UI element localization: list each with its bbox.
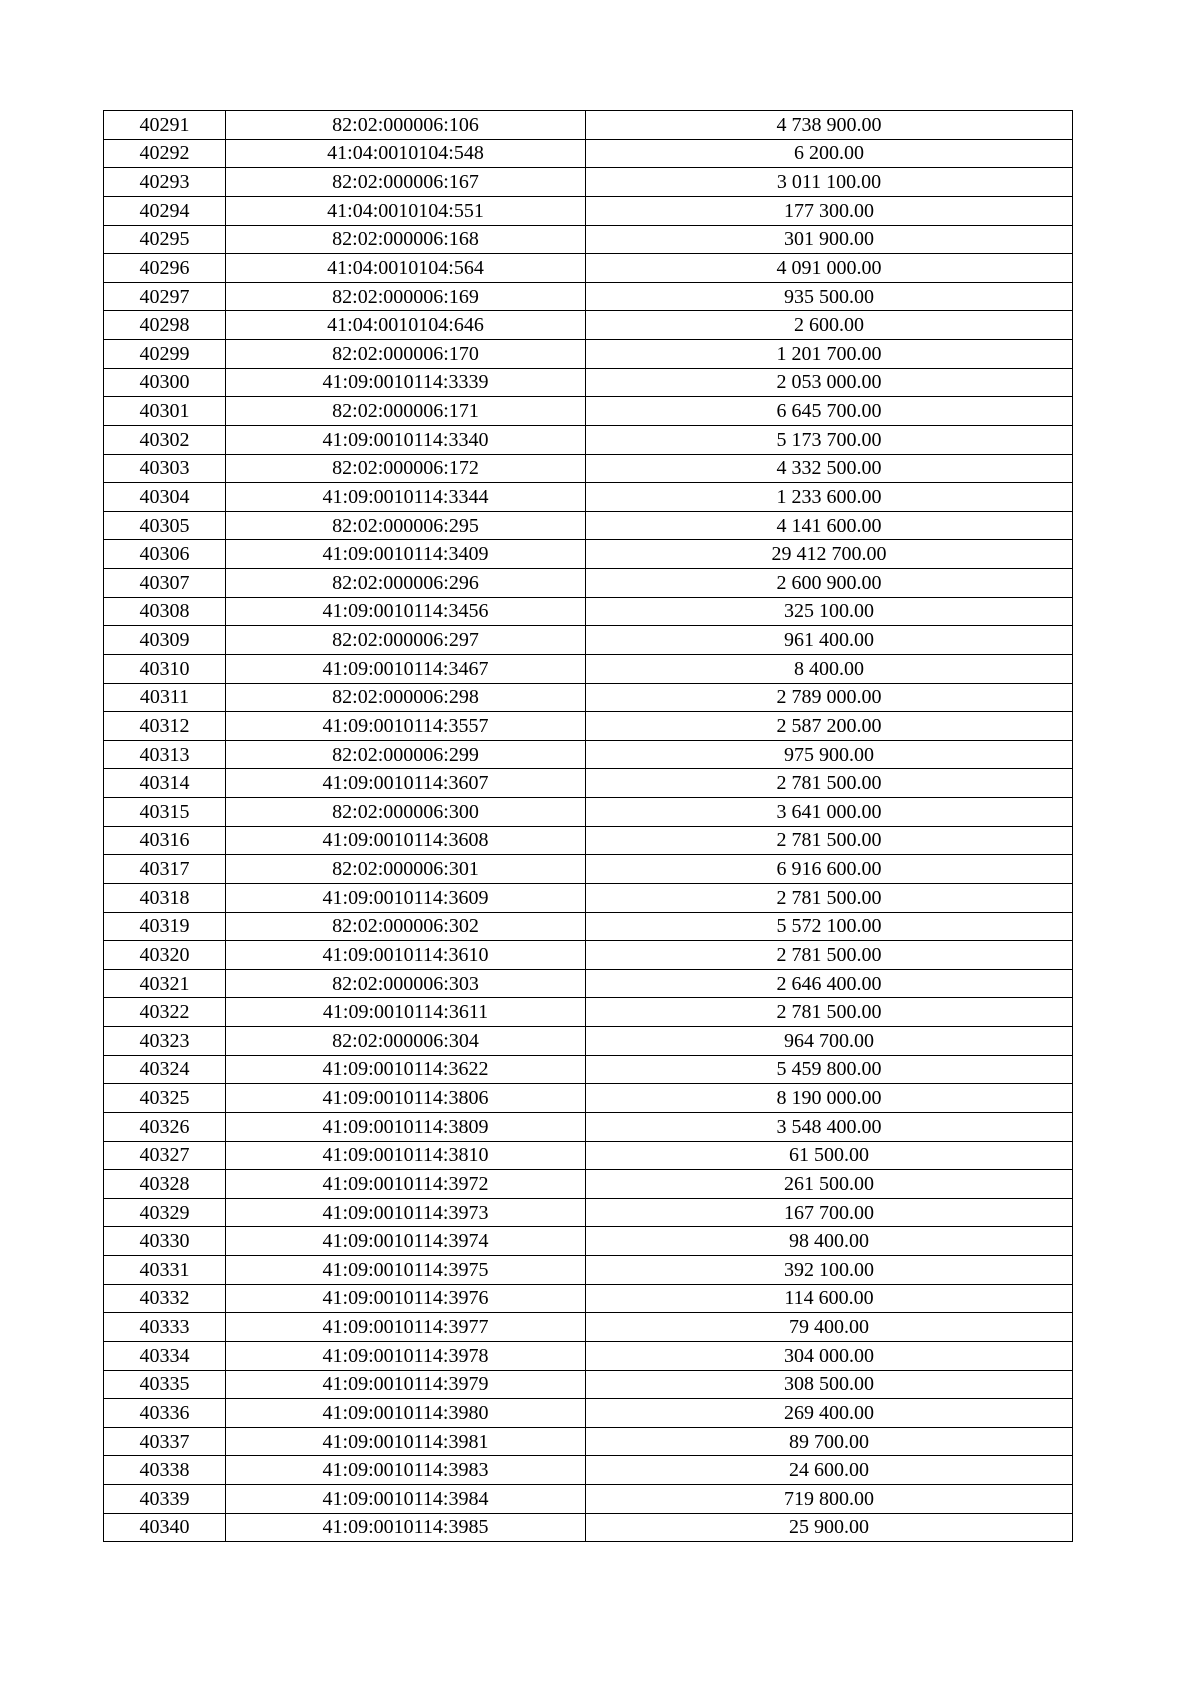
row-number-cell: 40295 <box>104 225 226 254</box>
cadastral-value-cell: 4 091 000.00 <box>586 254 1073 283</box>
row-number-cell: 40339 <box>104 1485 226 1514</box>
row-number-cell: 40303 <box>104 454 226 483</box>
row-number-cell: 40314 <box>104 769 226 798</box>
row-number-cell: 40335 <box>104 1370 226 1399</box>
table-row <box>104 569 1073 598</box>
row-number-cell: 40305 <box>104 511 226 540</box>
table-row <box>104 168 1073 197</box>
cadastral-value-cell: 935 500.00 <box>586 282 1073 311</box>
cadastral-value-cell: 98 400.00 <box>586 1227 1073 1256</box>
table-row <box>104 282 1073 311</box>
table-row <box>104 540 1073 569</box>
cadastral-number-cell: 41:09:0010114:3980 <box>226 1399 586 1428</box>
cadastral-number-cell: 82:02:000006:172 <box>226 454 586 483</box>
row-number-cell: 40297 <box>104 282 226 311</box>
row-number-cell: 40321 <box>104 969 226 998</box>
table-row <box>104 340 1073 369</box>
row-number-cell: 40302 <box>104 425 226 454</box>
row-number-cell: 40326 <box>104 1112 226 1141</box>
table-row <box>104 1256 1073 1285</box>
cadastral-number-cell: 41:09:0010114:3981 <box>226 1427 586 1456</box>
cadastral-number-cell: 41:09:0010114:3611 <box>226 998 586 1027</box>
cadastral-value-cell: 6 645 700.00 <box>586 397 1073 426</box>
row-number-cell: 40309 <box>104 626 226 655</box>
table-row <box>104 1284 1073 1313</box>
row-number-cell: 40299 <box>104 340 226 369</box>
row-number-cell: 40304 <box>104 483 226 512</box>
cadastral-number-cell: 82:02:000006:301 <box>226 855 586 884</box>
cadastral-number-cell: 41:09:0010114:3557 <box>226 712 586 741</box>
cadastral-value-cell: 5 459 800.00 <box>586 1055 1073 1084</box>
table-row <box>104 511 1073 540</box>
row-number-cell: 40333 <box>104 1313 226 1342</box>
cadastral-number-cell: 41:09:0010114:3610 <box>226 941 586 970</box>
cadastral-number-cell: 41:09:0010114:3975 <box>226 1256 586 1285</box>
cadastral-value-cell: 61 500.00 <box>586 1141 1073 1170</box>
cadastral-number-cell: 82:02:000006:169 <box>226 282 586 311</box>
table-row <box>104 1027 1073 1056</box>
cadastral-value-cell: 308 500.00 <box>586 1370 1073 1399</box>
cadastral-number-cell: 82:02:000006:295 <box>226 511 586 540</box>
cadastral-number-cell: 82:02:000006:167 <box>226 168 586 197</box>
cadastral-value-cell: 4 141 600.00 <box>586 511 1073 540</box>
cadastral-number-cell: 82:02:000006:168 <box>226 225 586 254</box>
table-row <box>104 425 1073 454</box>
row-number-cell: 40298 <box>104 311 226 340</box>
table-row <box>104 1198 1073 1227</box>
table-row <box>104 826 1073 855</box>
table-body <box>104 111 1073 1542</box>
cadastral-value-cell: 2 600.00 <box>586 311 1073 340</box>
cadastral-number-cell: 82:02:000006:304 <box>226 1027 586 1056</box>
cadastral-number-cell: 41:09:0010114:3978 <box>226 1341 586 1370</box>
cadastral-number-cell: 41:09:0010114:3622 <box>226 1055 586 1084</box>
cadastral-value-cell: 2 781 500.00 <box>586 826 1073 855</box>
table-row <box>104 111 1073 140</box>
row-number-cell: 40291 <box>104 111 226 140</box>
table-row <box>104 740 1073 769</box>
table-row <box>104 139 1073 168</box>
cadastral-number-cell: 41:09:0010114:3974 <box>226 1227 586 1256</box>
cadastral-number-cell: 41:04:0010104:646 <box>226 311 586 340</box>
table-row <box>104 1084 1073 1113</box>
cadastral-value-cell: 2 789 000.00 <box>586 683 1073 712</box>
row-number-cell: 40312 <box>104 712 226 741</box>
cadastral-number-cell: 41:09:0010114:3810 <box>226 1141 586 1170</box>
row-number-cell: 40301 <box>104 397 226 426</box>
cadastral-number-cell: 82:02:000006:300 <box>226 798 586 827</box>
table-row <box>104 1456 1073 1485</box>
cadastral-value-cell: 2 781 500.00 <box>586 998 1073 1027</box>
row-number-cell: 40322 <box>104 998 226 1027</box>
table-row <box>104 769 1073 798</box>
cadastral-value-cell: 2 781 500.00 <box>586 883 1073 912</box>
row-number-cell: 40323 <box>104 1027 226 1056</box>
table-row <box>104 883 1073 912</box>
row-number-cell: 40332 <box>104 1284 226 1313</box>
table-row <box>104 912 1073 941</box>
cadastral-number-cell: 82:02:000006:170 <box>226 340 586 369</box>
cadastral-value-cell: 89 700.00 <box>586 1427 1073 1456</box>
cadastral-value-cell: 3 011 100.00 <box>586 168 1073 197</box>
cadastral-value-cell: 8 190 000.00 <box>586 1084 1073 1113</box>
table-row <box>104 1313 1073 1342</box>
table-row <box>104 254 1073 283</box>
cadastral-value-cell: 2 646 400.00 <box>586 969 1073 998</box>
row-number-cell: 40311 <box>104 683 226 712</box>
cadastral-number-cell: 82:02:000006:171 <box>226 397 586 426</box>
row-number-cell: 40340 <box>104 1513 226 1542</box>
cadastral-value-cell: 5 572 100.00 <box>586 912 1073 941</box>
table-row <box>104 311 1073 340</box>
cadastral-value-cell: 167 700.00 <box>586 1198 1073 1227</box>
row-number-cell: 40316 <box>104 826 226 855</box>
table-row <box>104 1485 1073 1514</box>
cadastral-value-cell: 114 600.00 <box>586 1284 1073 1313</box>
row-number-cell: 40313 <box>104 740 226 769</box>
cadastral-number-cell: 41:09:0010114:3976 <box>226 1284 586 1313</box>
cadastral-value-cell: 2 587 200.00 <box>586 712 1073 741</box>
cadastral-value-cell: 8 400.00 <box>586 654 1073 683</box>
row-number-cell: 40336 <box>104 1399 226 1428</box>
row-number-cell: 40296 <box>104 254 226 283</box>
table-row <box>104 1055 1073 1084</box>
row-number-cell: 40300 <box>104 368 226 397</box>
cadastral-number-cell: 41:09:0010114:3607 <box>226 769 586 798</box>
cadastral-value-cell: 2 053 000.00 <box>586 368 1073 397</box>
table-row <box>104 683 1073 712</box>
table-row <box>104 1370 1073 1399</box>
cadastral-value-cell: 961 400.00 <box>586 626 1073 655</box>
row-number-cell: 40294 <box>104 196 226 225</box>
table-row <box>104 397 1073 426</box>
cadastral-number-cell: 41:09:0010114:3972 <box>226 1170 586 1199</box>
row-number-cell: 40338 <box>104 1456 226 1485</box>
cadastral-value-table <box>103 110 1073 1542</box>
table-row <box>104 454 1073 483</box>
table-row <box>104 998 1073 1027</box>
table-row <box>104 969 1073 998</box>
cadastral-number-cell: 41:09:0010114:3609 <box>226 883 586 912</box>
row-number-cell: 40318 <box>104 883 226 912</box>
cadastral-value-cell: 719 800.00 <box>586 1485 1073 1514</box>
cadastral-value-cell: 6 200.00 <box>586 139 1073 168</box>
row-number-cell: 40292 <box>104 139 226 168</box>
table-row <box>104 1112 1073 1141</box>
cadastral-value-cell: 2 781 500.00 <box>586 769 1073 798</box>
cadastral-number-cell: 41:09:0010114:3340 <box>226 425 586 454</box>
row-number-cell: 40330 <box>104 1227 226 1256</box>
cadastral-number-cell: 41:09:0010114:3339 <box>226 368 586 397</box>
cadastral-number-cell: 41:09:0010114:3806 <box>226 1084 586 1113</box>
cadastral-value-cell: 24 600.00 <box>586 1456 1073 1485</box>
table-row <box>104 1399 1073 1428</box>
cadastral-value-cell: 6 916 600.00 <box>586 855 1073 884</box>
row-number-cell: 40317 <box>104 855 226 884</box>
cadastral-number-cell: 82:02:000006:302 <box>226 912 586 941</box>
row-number-cell: 40325 <box>104 1084 226 1113</box>
row-number-cell: 40337 <box>104 1427 226 1456</box>
cadastral-number-cell: 41:04:0010104:548 <box>226 139 586 168</box>
cadastral-value-cell: 2 600 900.00 <box>586 569 1073 598</box>
table-row <box>104 941 1073 970</box>
table-row <box>104 654 1073 683</box>
table-row <box>104 1227 1073 1256</box>
table-row <box>104 483 1073 512</box>
table-row <box>104 368 1073 397</box>
cadastral-number-cell: 82:02:000006:303 <box>226 969 586 998</box>
row-number-cell: 40310 <box>104 654 226 683</box>
cadastral-value-cell: 29 412 700.00 <box>586 540 1073 569</box>
table-row <box>104 1141 1073 1170</box>
table-row <box>104 225 1073 254</box>
table-row <box>104 196 1073 225</box>
cadastral-number-cell: 41:09:0010114:3984 <box>226 1485 586 1514</box>
cadastral-value-cell: 79 400.00 <box>586 1313 1073 1342</box>
row-number-cell: 40307 <box>104 569 226 598</box>
cadastral-number-cell: 41:09:0010114:3608 <box>226 826 586 855</box>
row-number-cell: 40327 <box>104 1141 226 1170</box>
cadastral-number-cell: 41:09:0010114:3979 <box>226 1370 586 1399</box>
table-row <box>104 1427 1073 1456</box>
table-row <box>104 1170 1073 1199</box>
row-number-cell: 40324 <box>104 1055 226 1084</box>
cadastral-value-cell: 261 500.00 <box>586 1170 1073 1199</box>
row-number-cell: 40293 <box>104 168 226 197</box>
cadastral-number-cell: 82:02:000006:296 <box>226 569 586 598</box>
cadastral-number-cell: 82:02:000006:298 <box>226 683 586 712</box>
cadastral-number-cell: 41:04:0010104:564 <box>226 254 586 283</box>
row-number-cell: 40331 <box>104 1256 226 1285</box>
row-number-cell: 40315 <box>104 798 226 827</box>
cadastral-number-cell: 41:09:0010114:3809 <box>226 1112 586 1141</box>
cadastral-value-cell: 1 201 700.00 <box>586 340 1073 369</box>
cadastral-number-cell: 41:04:0010104:551 <box>226 196 586 225</box>
cadastral-value-cell: 975 900.00 <box>586 740 1073 769</box>
table-row <box>104 855 1073 884</box>
cadastral-value-cell: 177 300.00 <box>586 196 1073 225</box>
table-row <box>104 597 1073 626</box>
table-row <box>104 1341 1073 1370</box>
cadastral-number-cell: 82:02:000006:299 <box>226 740 586 769</box>
cadastral-number-cell: 41:09:0010114:3467 <box>226 654 586 683</box>
cadastral-number-cell: 41:09:0010114:3973 <box>226 1198 586 1227</box>
cadastral-number-cell: 41:09:0010114:3977 <box>226 1313 586 1342</box>
cadastral-number-cell: 41:09:0010114:3983 <box>226 1456 586 1485</box>
cadastral-value-cell: 325 100.00 <box>586 597 1073 626</box>
table-row <box>104 798 1073 827</box>
cadastral-number-cell: 41:09:0010114:3344 <box>226 483 586 512</box>
row-number-cell: 40306 <box>104 540 226 569</box>
row-number-cell: 40308 <box>104 597 226 626</box>
table-row <box>104 626 1073 655</box>
cadastral-value-cell: 3 641 000.00 <box>586 798 1073 827</box>
cadastral-value-cell: 4 332 500.00 <box>586 454 1073 483</box>
cadastral-value-cell: 1 233 600.00 <box>586 483 1073 512</box>
cadastral-value-cell: 5 173 700.00 <box>586 425 1073 454</box>
cadastral-number-cell: 41:09:0010114:3456 <box>226 597 586 626</box>
row-number-cell: 40334 <box>104 1341 226 1370</box>
cadastral-value-cell: 304 000.00 <box>586 1341 1073 1370</box>
cadastral-value-cell: 269 400.00 <box>586 1399 1073 1428</box>
cadastral-number-cell: 82:02:000006:297 <box>226 626 586 655</box>
table-row <box>104 1513 1073 1542</box>
cadastral-number-cell: 41:09:0010114:3409 <box>226 540 586 569</box>
cadastral-number-cell: 82:02:000006:106 <box>226 111 586 140</box>
cadastral-value-cell: 4 738 900.00 <box>586 111 1073 140</box>
row-number-cell: 40320 <box>104 941 226 970</box>
row-number-cell: 40329 <box>104 1198 226 1227</box>
cadastral-number-cell: 41:09:0010114:3985 <box>226 1513 586 1542</box>
table-row <box>104 712 1073 741</box>
cadastral-value-cell: 392 100.00 <box>586 1256 1073 1285</box>
cadastral-value-cell: 301 900.00 <box>586 225 1073 254</box>
cadastral-value-cell: 964 700.00 <box>586 1027 1073 1056</box>
cadastral-value-cell: 3 548 400.00 <box>586 1112 1073 1141</box>
row-number-cell: 40328 <box>104 1170 226 1199</box>
cadastral-value-cell: 25 900.00 <box>586 1513 1073 1542</box>
row-number-cell: 40319 <box>104 912 226 941</box>
cadastral-value-cell: 2 781 500.00 <box>586 941 1073 970</box>
